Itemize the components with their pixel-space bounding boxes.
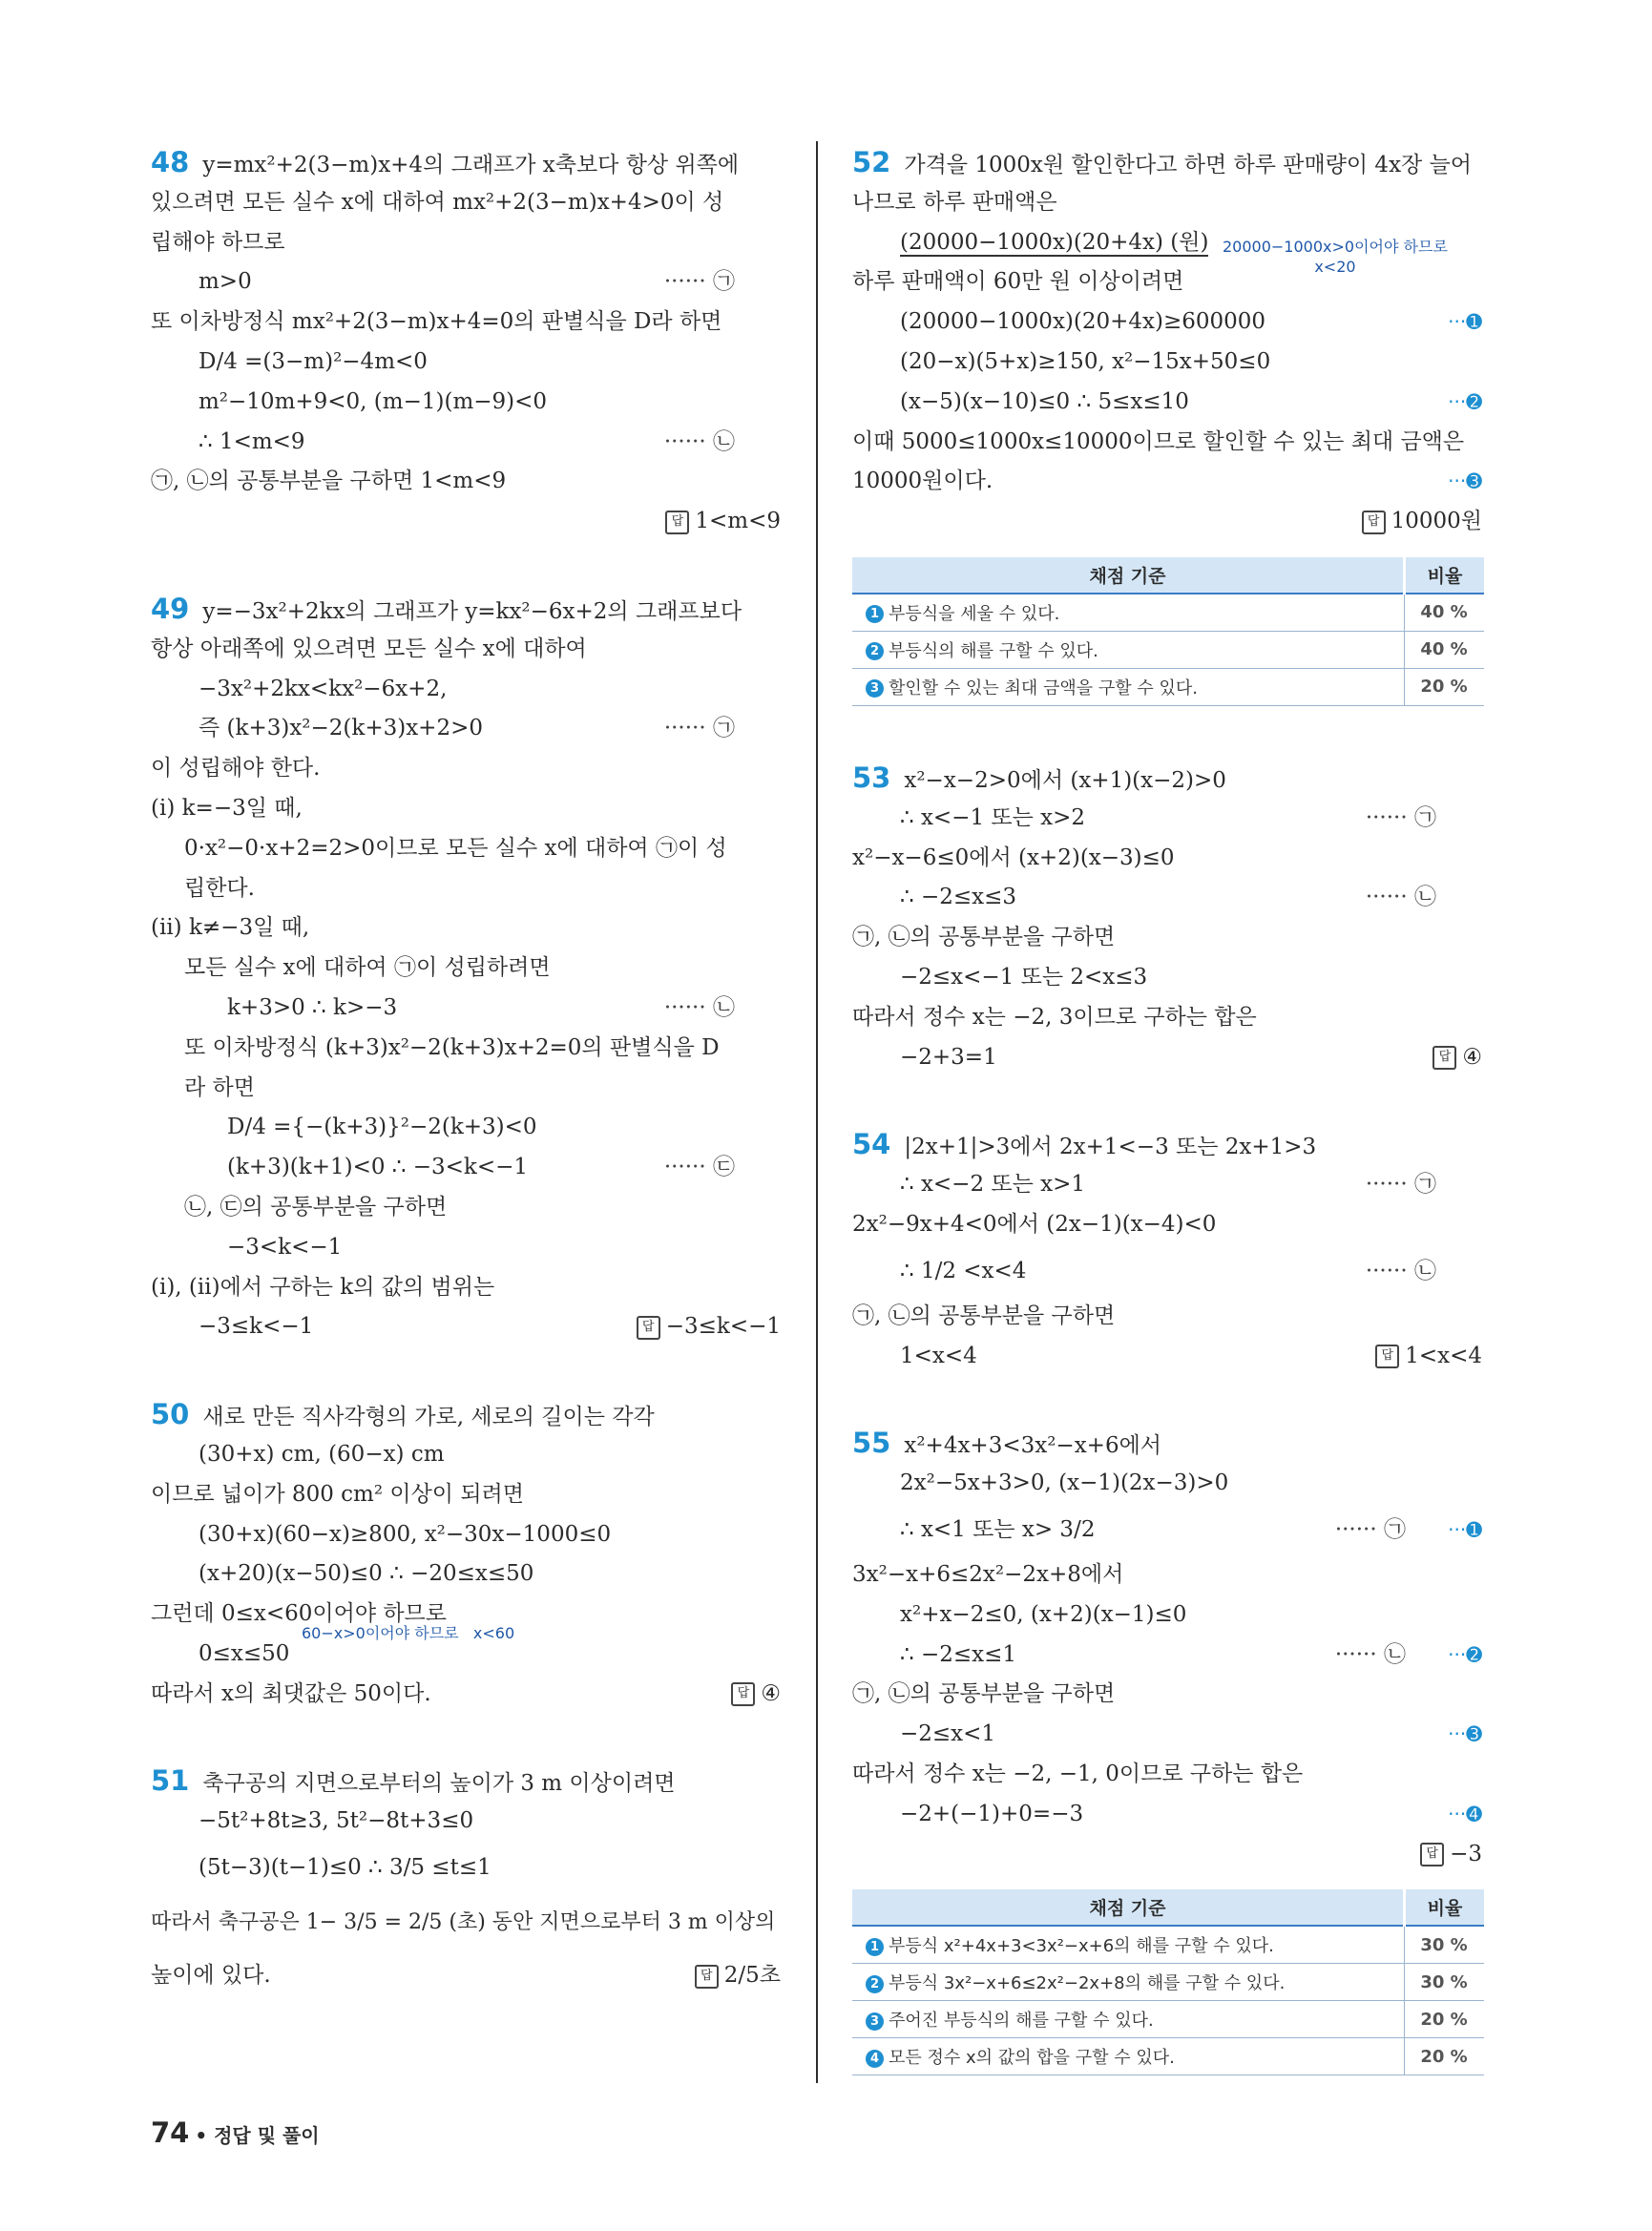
answer: 답 ④ bbox=[1432, 1038, 1482, 1078]
table-row: 1 부등식 x²+4x+3<3x²−x+6의 해를 구할 수 있다. 30 % bbox=[852, 1926, 1484, 1964]
answer-icon: 답 bbox=[665, 511, 689, 534]
scoring-table bbox=[852, 557, 1484, 706]
annotation-note: 60−x>0이어야 하므로 x<60 bbox=[302, 1624, 515, 1643]
answer-icon: 답 bbox=[1375, 1345, 1399, 1368]
answer-icon: 답 bbox=[695, 1965, 719, 1989]
answer-icon: 답 bbox=[637, 1316, 660, 1340]
answer-icon: 답 bbox=[731, 1682, 755, 1706]
table-header: 비율 bbox=[1405, 557, 1485, 594]
table-row: 3 주어진 부등식의 해를 구할 수 있다. 20 % bbox=[852, 2001, 1484, 2038]
table-header: 채점 기준 bbox=[852, 557, 1405, 594]
answer-icon: 답 bbox=[1420, 1843, 1444, 1866]
footer-title: • 정답 및 풀이 bbox=[195, 2124, 320, 2147]
problem-54: 54 |2x+1|>3에서 2x+1<−3 또는 2x+1>3 ∴ x<−2 또는 x>1 ······ ㉠ 2x²−9x+4<0에서 (2x−1)(x−4)<0 ∴ 1/2 <x<4 ······ ㉡ ㉠, ㉡의 공통부분을 구하면 1<x<4 답 1<x<4 bbox=[852, 1125, 1482, 1376]
answer: 답 −3≤k<−1 bbox=[637, 1307, 781, 1347]
problem-number: 51 bbox=[151, 1764, 190, 1798]
page-number: 74 bbox=[151, 2116, 190, 2149]
problem-52: 52 가격을 1000x원 할인한다고 하면 하루 판매량이 4x장 늘어 나므로 하루 판매액은 (20000−1000x)(20+4x) (원) 20000−1000x>0이어야 하므로 x<20 하루 판매액이 60만 원 이상이려면 (20000−1000x)(20+4x)≥600000 ···➊ (20−x)(5+x)≥150, x²−15x+50≤0 (x−5)(x−10)≤0 ∴ 5≤x≤10 ···➋ 이때 5000≤1000x≤10000이므로 할인할 수 있는 최대 금액은 10000원이다. ···➌ 답 10000원 채점 기준 비율 1 부등식을 세울 수 있다. 40 % 2 부등식의 해를 구할 수 있다. 40 % 3 할인할 수 있는 최대 금액을 구할 수 있다. 20 % bbox=[852, 143, 1482, 706]
right-column bbox=[852, 143, 1482, 2075]
table-row: 3 할인할 수 있는 최대 금액을 구할 수 있다. 20 % bbox=[852, 668, 1484, 705]
problem-number: 54 bbox=[852, 1128, 891, 1161]
answer: 답 1<m<9 bbox=[665, 502, 781, 542]
table-header: 비율 bbox=[1405, 1889, 1485, 1926]
problem-number: 49 bbox=[151, 592, 190, 625]
answer: 답 2/5초 bbox=[695, 1951, 781, 1999]
problem-number: 53 bbox=[852, 761, 891, 794]
answer-icon: 답 bbox=[1362, 511, 1386, 534]
problem-number: 55 bbox=[852, 1427, 891, 1460]
problem-number: 50 bbox=[151, 1398, 190, 1431]
problem-49: 49 y=−3x²+2kx의 그래프가 y=kx²−6x+2의 그래프보다 항상 아래쪽에 있으려면 모든 실수 x에 대하여 −3x²+2kx<kx²−6x+2, 즉 (k+3)x²−2(k+3)x+2>0 ······ ㉠ 이 성립해야 한다. (ⅰ) k=−3일 때, 0·x²−0·x+2=2>0이므로 모든 실수 x에 대하여 ㉠이 성 립한다. (ⅱ) k≠−3일 때, 모든 실수 x에 대하여 ㉠이 성립하려면 k+3>0 ∴ k>−3 ······ ㉡ 또 이차방정식 (k+3)x²−2(k+3)x+2=0의 판별식을 D 라 하면 D/4 ={−(k+3)}²−2(k+3)<0 (k+3)(k+1)<0 ∴ −3<k<−1 ······ ㉢ ㉡, ㉢의 공통부분을 구하면 −3<k<−1 (ⅰ), (ⅱ)에서 구하는 k의 값의 범위는 −3≤k<−1 답 −3≤k<−1 bbox=[151, 590, 781, 1347]
column-divider bbox=[816, 141, 818, 2083]
scoring-table bbox=[852, 1889, 1484, 2075]
answer: 답 10000원 bbox=[1362, 502, 1482, 542]
problem-53: 53 x²−x−2>0에서 (x+1)(x−2)>0 ∴ x<−1 또는 x>2 ······ ㉠ x²−x−6≤0에서 (x+2)(x−3)≤0 ∴ −2≤x≤3 ······ ㉡ ㉠, ㉡의 공통부분을 구하면 −2≤x<−1 또는 2<x≤3 따라서 정수 x는 −2, 3이므로 구하는 합은 −2+3=1 답 ④ bbox=[852, 759, 1482, 1077]
answer: 답 1<x<4 bbox=[1375, 1337, 1482, 1377]
table-row: 2 부등식 3x²−x+6≤2x²−2x+8의 해를 구할 수 있다. 30 % bbox=[852, 1964, 1484, 2001]
left-column bbox=[151, 143, 781, 1999]
table-row: 1 부등식을 세울 수 있다. 40 % bbox=[852, 594, 1484, 632]
table-row: 2 부등식의 해를 구할 수 있다. 40 % bbox=[852, 631, 1484, 668]
table-header: 채점 기준 bbox=[852, 1889, 1405, 1926]
answer: 답 −3 bbox=[1420, 1835, 1482, 1875]
problem-number: 48 bbox=[151, 146, 190, 178]
problem-48: 48 y=mx²+2(3−m)x+4의 그래프가 x축보다 항상 위쪽에 있으려면 모든 실수 x에 대하여 mx²+2(3−m)x+4>0이 성 립해야 하므로 m>0 ······ ㉠ 또 이차방정식 mx²+2(3−m)x+4=0의 판별식을 D라 하면 D/4 =(3−m)²−4m<0 m²−10m+9<0, (m−1)(m−9)<0 ∴ 1<m<9 ······ ㉡ ㉠, ㉡의 공통부분을 구하면 1<m<9 답 1<m<9 bbox=[151, 143, 781, 542]
table-row: 4 모든 정수 x의 값의 합을 구할 수 있다. 20 % bbox=[852, 2038, 1484, 2075]
annotation-note: 20000−1000x>0이어야 하므로 x<20 bbox=[1223, 237, 1448, 276]
problem-51: 51 축구공의 지면으로부터의 높이가 3 m 이상이려면 −5t²+8t≥3, 5t²−8t+3≤0 (5t−3)(t−1)≤0 ∴ 3/5 ≤t≤1 따라서 축구공은 1− 3/5 = 2/5 (초) 동안 지면으로부터 3 m 이상의 높이에 있다. 답 2/5초 bbox=[151, 1762, 781, 1999]
answer-icon: 답 bbox=[1432, 1046, 1456, 1070]
problem-number: 52 bbox=[852, 146, 891, 178]
problem-50: 50 새로 만든 직사각형의 가로, 세로의 길이는 각각 (30+x) cm, (60−x) cm 이므로 넓이가 800 cm² 이상이 되려면 (30+x)(60−x)≥800, x²−30x−1000≤0 (x+20)(x−50)≤0 ∴ −20≤x≤50 그런데 0≤x<60이어야 하므로 60−x>0이어야 하므로 x<60 0≤x≤50 따라서 x의 최댓값은 50이다. 답 ④ bbox=[151, 1395, 781, 1714]
problem-55: 55 x²+4x+3<3x²−x+6에서 2x²−5x+3>0, (x−1)(2x−3)>0 ∴ x<1 또는 x> 3/2 ······ ㉠ ···➊ 3x²−x+6≤2x²−2x+8에서 x²+x−2≤0, (x+2)(x−1)≤0 ∴ −2≤x≤1 ······ ㉡ ···➋ ㉠, ㉡의 공통부분을 구하면 −2≤x<1 ···➌ 따라서 정수 x는 −2, −1, 0이므로 구하는 합은 −2+(−1)+0=−3 ···➍ 답 −3 채점 기준 비율 1 부등식 x²+4x+3<3x²−x+6의 해를 구할 수 있다. 30 % 2 부등식 3x²−x+6≤2x²−2x+8의 해를 구할 수 있다. 30 % 3 주어진 부등식의 해를 구할 수 있다. 20 % 4 모든 정수 x의 값의 합을 구할 수 있다. 20 % bbox=[852, 1424, 1482, 2075]
page-footer bbox=[151, 2116, 320, 2149]
answer: 답 ④ bbox=[731, 1675, 781, 1715]
